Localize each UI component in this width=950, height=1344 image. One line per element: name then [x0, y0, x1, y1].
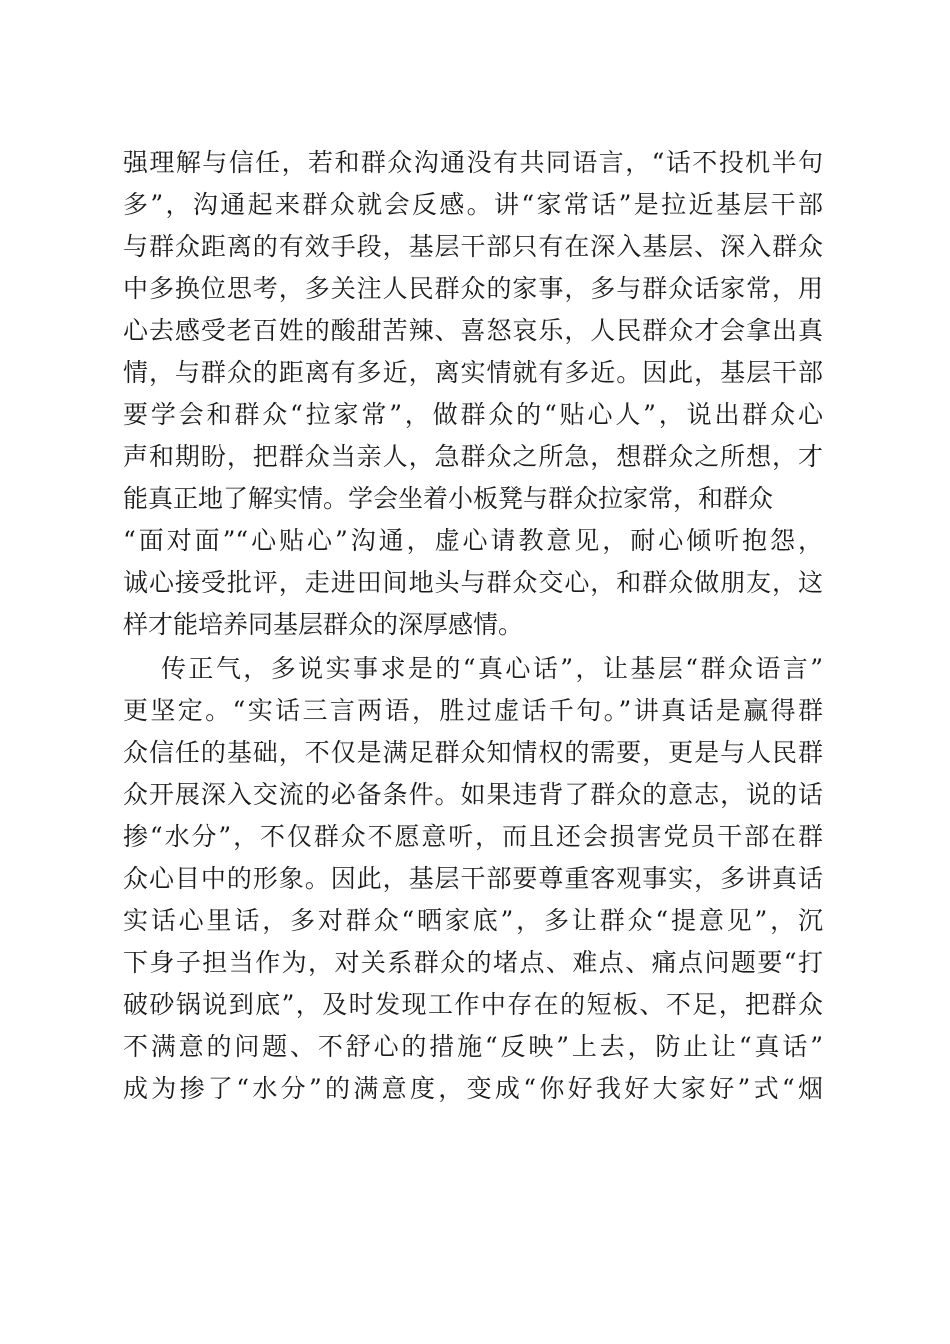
- paragraph-1: [123, 142, 823, 646]
- text-line: 众开展深入交流的必备条件。如果违背了群众的意志，说的话: [123, 780, 823, 809]
- text-line: “面对面”“心贴心”沟通，虚心请教意见，耐心倾听抱怨，: [123, 526, 823, 555]
- text-line: 与群众距离的有效手段，基层干部只有在深入基层、深入群众: [123, 232, 823, 261]
- text-line: 更坚定。“实话三言两语，胜过虚话千句。”讲真话是赢得群: [123, 696, 823, 725]
- text-line: 能真正地了解实情。学会坐着小板凳与群众拉家常，和群众: [123, 484, 774, 513]
- text-line: 下身子担当作为，对关系群众的堵点、难点、痛点问题要“打: [123, 948, 823, 977]
- text-line: 传正气，多说实事求是的“真心话”，让基层“群众语言”: [161, 654, 823, 683]
- text-line: 心去感受老百姓的酸甜苦辣、喜怒哀乐，人民群众才会拿出真: [123, 316, 823, 345]
- text-line: 实话心里话，多对群众“晒家底”，多让群众“提意见”，沉: [123, 906, 823, 935]
- body-text: [123, 142, 823, 1110]
- text-line: 破砂锅说到底”，及时发现工作中存在的短板、不足，把群众: [123, 990, 823, 1019]
- text-line: 众信任的基础，不仅是满足群众知情权的需要，更是与人民群: [123, 738, 823, 767]
- text-line: 多”，沟通起来群众就会反感。讲“家常话”是拉近基层干部: [123, 190, 823, 219]
- paragraph-2: [123, 648, 823, 1110]
- text-line: 强理解与信任，若和群众沟通没有共同语言，“话不投机半句: [123, 148, 823, 177]
- text-line: 中多换位思考，多关注人民群众的家事，多与群众话家常，用: [123, 274, 823, 303]
- text-line: 掺“水分”，不仅群众不愿意听，而且还会损害党员干部在群: [123, 822, 823, 851]
- text-line: 不满意的问题、不舒心的措施“反映”上去，防止让“真话”: [123, 1032, 823, 1061]
- text-line: 要学会和群众“拉家常”，做群众的“贴心人”，说出群众心: [123, 400, 823, 429]
- text-line: 诚心接受批评，走进田间地头与群众交心，和群众做朋友，这: [123, 568, 823, 597]
- text-line: 众心目中的形象。因此，基层干部要尊重客观事实，多讲真话: [123, 864, 823, 893]
- text-line: 成为掺了“水分”的满意度，变成“你好我好大家好”式“烟: [123, 1074, 823, 1103]
- text-line: 情，与群众的距离有多近，离实情就有多近。因此，基层干部: [123, 358, 823, 387]
- text-line: 样才能培养同基层群众的深厚感情。: [123, 610, 524, 639]
- text-line: 声和期盼，把群众当亲人，急群众之所急，想群众之所想，才: [123, 442, 823, 471]
